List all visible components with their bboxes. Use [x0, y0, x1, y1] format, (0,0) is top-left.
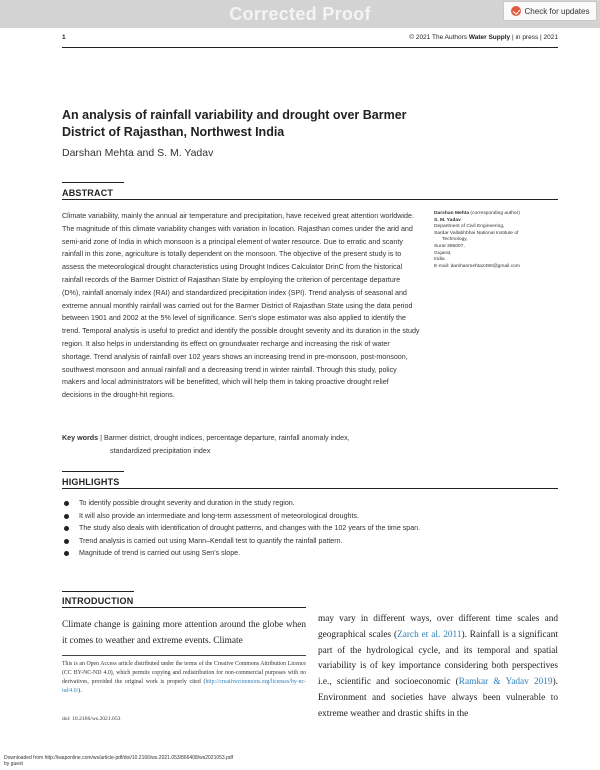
page-number: 1 — [62, 34, 66, 41]
affiliation-line: Technology, — [442, 237, 468, 243]
license-text: This is an Open Access article distributed under the terms of the Creative Commons Attribution Licence (CC BY-NC-ND 4.0), which permits copying and redistribution for non-commercial purposes with no derivatives, provided the original work is properly cited ( — [62, 661, 306, 685]
license-note — [62, 660, 306, 696]
check-updates-button[interactable] — [503, 1, 597, 21]
author-affiliation — [434, 211, 564, 270]
pub-status: in press — [515, 34, 539, 41]
keywords — [62, 432, 420, 458]
highlights-rule — [62, 488, 558, 489]
intro-col2-text — [318, 612, 558, 723]
license-text-end: ). — [78, 687, 82, 694]
affiliation-line: India — [434, 257, 445, 263]
abstract-heading: ABSTRACT — [62, 188, 114, 198]
list-item: Trend analysis is carried out using Mann–Kendall test to quantify the rainfall pattern. — [62, 535, 462, 548]
license-link[interactable]: http://creativecommons.org/licenses/by-nc-nd/4.0/ — [62, 678, 306, 694]
corresponding-author — [434, 211, 564, 218]
keywords-label: Key words — [62, 434, 99, 442]
author-email[interactable]: E-mail: darshanmehta2490@gmail.com — [434, 263, 520, 269]
keywords-list: | Barmer district, drought indices, percentage departure, rainfall anomaly index, — [100, 434, 350, 442]
running-header — [62, 34, 558, 46]
affiliation-line: Department of Civil Engineering, — [434, 224, 505, 230]
abstract-text: Climate variability, mainly the annual air temperature and precipitation, have received great attention worldwide. The magnitude of this climate variability changes with variation in location. Rajasthan comes under the arid and semi-arid zone of India in which monsoon is a principal element of water resource. Due to erratic and scanty rainfall in this zone, agriculture is totally dependent on the monsoon. The objective of the present study is to assess the meteorological drought characteristics using Drought Indices Calculator DrinC from the historical rainfall records of the Barmer District of Rajasthan State by employing the criterion of percentage departure (D%), rainfall anomaly index (RAI) and standardized precipitation index (SPI). Trend analysis of seasonal and extreme annual monthly rainfall was carried out for the Barmer District of Rajasthan State using the data period between 1901 and 2002 at the 5% level of significance. Sen's slope estimator was also applied to identify the trend. Temporal analysis is useful to predict and identify the possible drought severity and its duration in the study region. It also helps in understanding its effect on groundwater recharge and increasing the risk of water shortage. Trend analysis of rainfall over 102 years shows an increasing trend in pre-monsoon, post-monsoon, southwest monsoon and annual rainfall and a decreasing trend in winter rainfall. Through this study, policy makers and local administrators will be benefitted, which will help them in taking proactive drought relief decisions in the drought-hit regions. — [62, 212, 420, 400]
corresponding-note: (corresponding author) — [469, 211, 520, 216]
intro-text-part: may vary in different ways, over different time scales and geographical scales ( — [318, 614, 558, 640]
introduction-heading: INTRODUCTION — [62, 596, 134, 606]
affiliation-line: Surat 395007, — [434, 243, 465, 249]
check-updates-label: Check for updates — [524, 6, 590, 16]
highlights-heading: HIGHLIGHTS — [62, 477, 120, 487]
list-item: To identify possible drought severity and duration in the study region. — [62, 497, 462, 510]
paper-authors: Darshan Mehta and S. M. Yadav — [62, 147, 214, 159]
citation-link[interactable]: Zarch et al. 2011 — [397, 629, 462, 640]
intro-text-part: ). Rainfall is a significant part of the hydrological cycle, and its temporal and spatial variability is of key importance considering both perspectives i.e., scientific and socioeconomic ( — [318, 629, 558, 688]
copyright: © 2021 The Authors — [409, 34, 468, 41]
coauthor-name: S. M. Yadav — [434, 217, 461, 223]
keywords-list-cont: standardized precipitation index — [110, 446, 211, 455]
header-rule — [62, 47, 558, 48]
corresponding-author-name: Darshan Mehta — [434, 211, 470, 216]
highlights-list — [62, 497, 462, 560]
journal-name: Water Supply — [468, 34, 511, 41]
affiliation-line: Sardar Vallabhbhai National Institute of — [434, 230, 519, 236]
list-item: Magnitude of trend is carried out using Sen's slope. — [62, 547, 462, 560]
affiliation-line: Gujarat, — [434, 250, 452, 256]
header-sep: | — [511, 34, 516, 41]
journal-info — [409, 34, 558, 41]
watermark-text: Corrected Proof — [229, 4, 371, 24]
header-sep: | — [540, 34, 544, 41]
abstract-heading-rule — [62, 182, 124, 183]
download-by: by guest — [4, 761, 23, 767]
list-item: The study also deals with identification of drought patterns, and changes with the 102 years of the time span. — [62, 522, 462, 535]
intro-text-part: ). Environment and societies have always been vulnerable to extreme weather and drastic shifts in the — [318, 677, 558, 719]
list-item: It will also provide an intermediate and long-term assessment of meteorological droughts. — [62, 510, 462, 523]
paper-title: An analysis of rainfall variability and drought over Barmer District of Rajasthan, Northwest India — [62, 108, 407, 139]
check-updates-icon — [511, 6, 521, 16]
doi[interactable]: doi: 10.2166/ws.2021.053 — [62, 716, 121, 722]
highlights-heading-rule — [62, 471, 124, 472]
abstract-rule — [62, 199, 558, 200]
intro-col1-text: Climate change is gaining more attention around the globe when it comes to weather and extreme events. Climate — [62, 620, 306, 646]
download-note — [4, 755, 233, 767]
introduction-rule — [62, 607, 306, 608]
citation-link[interactable]: Ramkar & Yadav 2019 — [458, 677, 553, 688]
introduction-heading-rule — [62, 591, 134, 592]
license-rule — [62, 655, 306, 656]
download-url: Downloaded from http://iwaponline.com/ws/article-pdf/doi/10.2166/ws.2021.053/866408/ws2021053.pdf — [4, 755, 234, 761]
pub-year: 2021 — [543, 34, 558, 41]
